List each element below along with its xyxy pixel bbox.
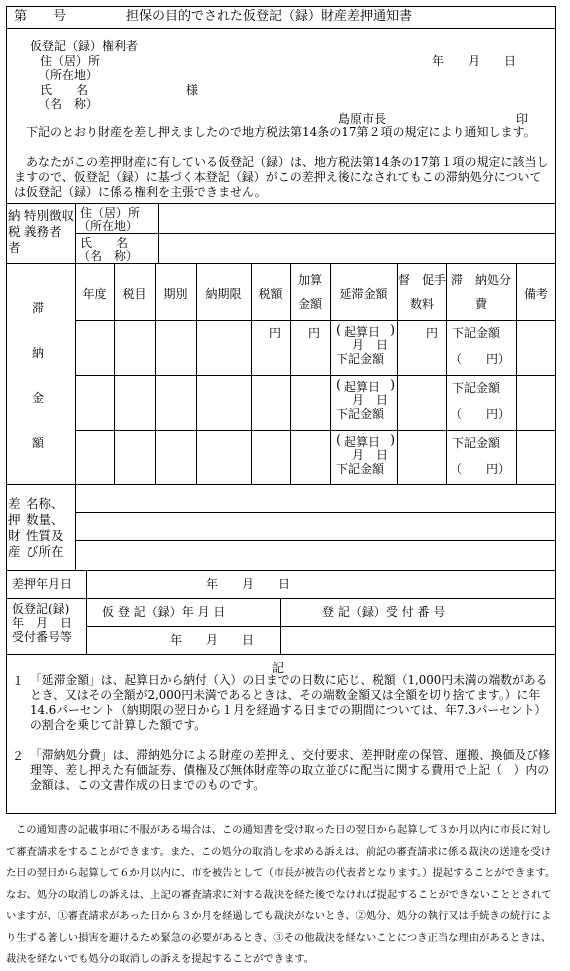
- notice-date: 年 月 日: [432, 54, 517, 68]
- disposition-kika: 下記金額: [452, 436, 501, 450]
- taxpayer-address-label: 住（居）所: [80, 206, 141, 220]
- col-header-tax-amount: 税額: [258, 287, 283, 301]
- col-header-tax-item: 税目: [122, 287, 147, 301]
- kisan-label: 起算日: [344, 325, 381, 339]
- note-2-num: ２: [12, 749, 25, 763]
- disposition-kika: 下記金額: [452, 326, 501, 340]
- reg-date-value: 年 月 日: [170, 633, 255, 647]
- disposition-paren: （ 円）: [450, 352, 511, 366]
- reg-col-date-header: 仮 登 記（録）年 月 日: [102, 605, 226, 619]
- reg-label-2: 年 月 日: [12, 616, 73, 630]
- col-header-disposition-fee: 滞 納処分費: [450, 273, 511, 311]
- bracket-right: ): [390, 378, 396, 393]
- col-header-due-date: 納期限: [205, 287, 242, 301]
- arrears-side-1: 滞: [32, 301, 45, 315]
- kika-amount: 下記金額: [336, 462, 385, 476]
- disposition-kika: 下記金額: [452, 381, 501, 395]
- taxpayer-label: 納税者: [8, 208, 21, 255]
- reg-label-1: 仮登記(録): [12, 602, 70, 616]
- addressee-name-sub: （名 称）: [38, 97, 99, 111]
- kisan-date: 月 日: [352, 393, 389, 407]
- bracket-left: (: [336, 433, 342, 448]
- bracket-left: (: [336, 323, 342, 338]
- document-title: 担保の目的でされた仮登記（録）財産差押通知書: [126, 9, 413, 24]
- col-header-period: 期別: [163, 287, 188, 301]
- special-collector-label: 特別徴収義務者: [24, 208, 75, 239]
- note-2-text: 「滞納処分費」は、滞納処分による財産の差押え、交付要求、差押財産の保管、運搬、換価及び修理等、差し押えた有価証券、債権及び無体財産等の取立並びに配当に関する費用で上記（ ）内の金額は、この文書作成の日までのものです。: [30, 748, 550, 792]
- property-desc-label: 名称、数量、性質及び所在: [26, 496, 64, 559]
- seal-mark: 印: [516, 112, 529, 126]
- header-divider: [6, 28, 556, 29]
- body-paragraph-2: あなたがこの差押財産に有している仮登記（録）は、地方税法第14条の17第１項の規定に該当しますので、仮登記（録）に基づく本登記（録）がこの差押え後になされてもこの滞納処分については仮登記（録）に係る権利を主張できません。: [14, 155, 549, 199]
- rights-holder-label: 仮登記（録）権利者: [30, 39, 139, 53]
- kisan-date: 月 日: [352, 338, 389, 352]
- reg-col-number-header: 登 記（録）受 付 番 号: [322, 605, 446, 619]
- arrears-side-4: 額: [32, 436, 45, 450]
- col-header-remarks: 備考: [523, 287, 548, 301]
- note-1-num: １: [12, 674, 25, 688]
- taxpayer-name-sub: （名 称）: [78, 249, 139, 263]
- seizure-date-value: 年 月 日: [206, 577, 291, 591]
- bracket-right: ): [390, 323, 396, 338]
- body-paragraph-1: 下記のとおり財産を差し押えましたので地方税法第14条の17第２項の規定により通知します。: [26, 125, 536, 139]
- property-side-label: 差押財産: [8, 496, 21, 559]
- kisan-date: 月 日: [352, 448, 389, 462]
- kisan-label: 起算日: [344, 435, 381, 449]
- bracket-right: ): [390, 433, 396, 448]
- seizure-date-label: 差押年月日: [12, 577, 73, 591]
- note-1-text: 「延滞金額」は、起算日から納付（入）の日までの日数に応じ、税額（1,000円未満の端数があるとき、又はその全額が2,000円未満であるときは、その端数金額又は全額を切り捨てます。）に年14.6パーセント（納期限の翌日から１月を経過する日までの期間については、年7.3パーセント）の割合を乗じて計算した額です。: [30, 673, 548, 732]
- addressee-name-label: 氏 名: [40, 83, 89, 97]
- taxpayer-name-label: 氏 名: [80, 236, 129, 250]
- arrears-side-3: 金: [32, 391, 45, 405]
- arrears-side-2: 納: [32, 346, 45, 360]
- kika-amount: 下記金額: [336, 407, 385, 421]
- disposition-paren: （ 円）: [450, 462, 511, 476]
- yen-penalty: 円: [308, 326, 321, 340]
- col-header-demand-fee: 督 促手数料: [398, 273, 447, 311]
- kika-amount: 下記金額: [336, 352, 385, 366]
- disposition-paren: （ 円）: [450, 407, 511, 421]
- col-header-delinquency: 延滞金額: [339, 287, 388, 301]
- col-header-year: 年度: [82, 287, 107, 301]
- bracket-left: (: [336, 378, 342, 393]
- appeal-notice-text: この通知書の記載事項に不服がある場合は、この通知書を受け取った日の翌日から起算して３か月以内に市長に対して審査請求をすることができます。また、この処分の取消しを求める訴えは、前記の審査請求に係る裁決の送達を受けた日の翌日から起算して６か月以内に、市を被告として（市長が被告の代表者となります。）提起することができます。なお、処分の取消しの訴えは、上記の審査請求に対する裁決を経た後でなければ提起することができないこととされていますが、①審査請求があった日から３か月を経過しても裁決がないとき、②処分、処分の執行又は手続きの続行により生ずる著しい損害を避けるため緊急の必要があるとき、③その他裁決を経ないことにつき正当な理由があるときは、裁決を経ないでも処分の取消しの訴えを提起することができます。: [6, 824, 556, 965]
- reg-label-3: 受付番号等: [12, 630, 73, 644]
- document-number: 第 号: [14, 9, 67, 24]
- addressee-address-label: 住（居）所: [40, 54, 101, 68]
- taxpayer-address-sub: （所在地）: [78, 219, 139, 233]
- yen-tax: 円: [269, 326, 282, 340]
- issuer-mayor: 島原市長: [338, 112, 387, 126]
- kisan-label: 起算日: [344, 380, 381, 394]
- honorific-sama: 様: [186, 83, 199, 97]
- notes-title: 記: [272, 661, 285, 675]
- yen-demand: 円: [426, 326, 439, 340]
- col-header-penalty: 加算金額: [297, 273, 322, 311]
- addressee-address-sub: （所在地）: [38, 68, 99, 82]
